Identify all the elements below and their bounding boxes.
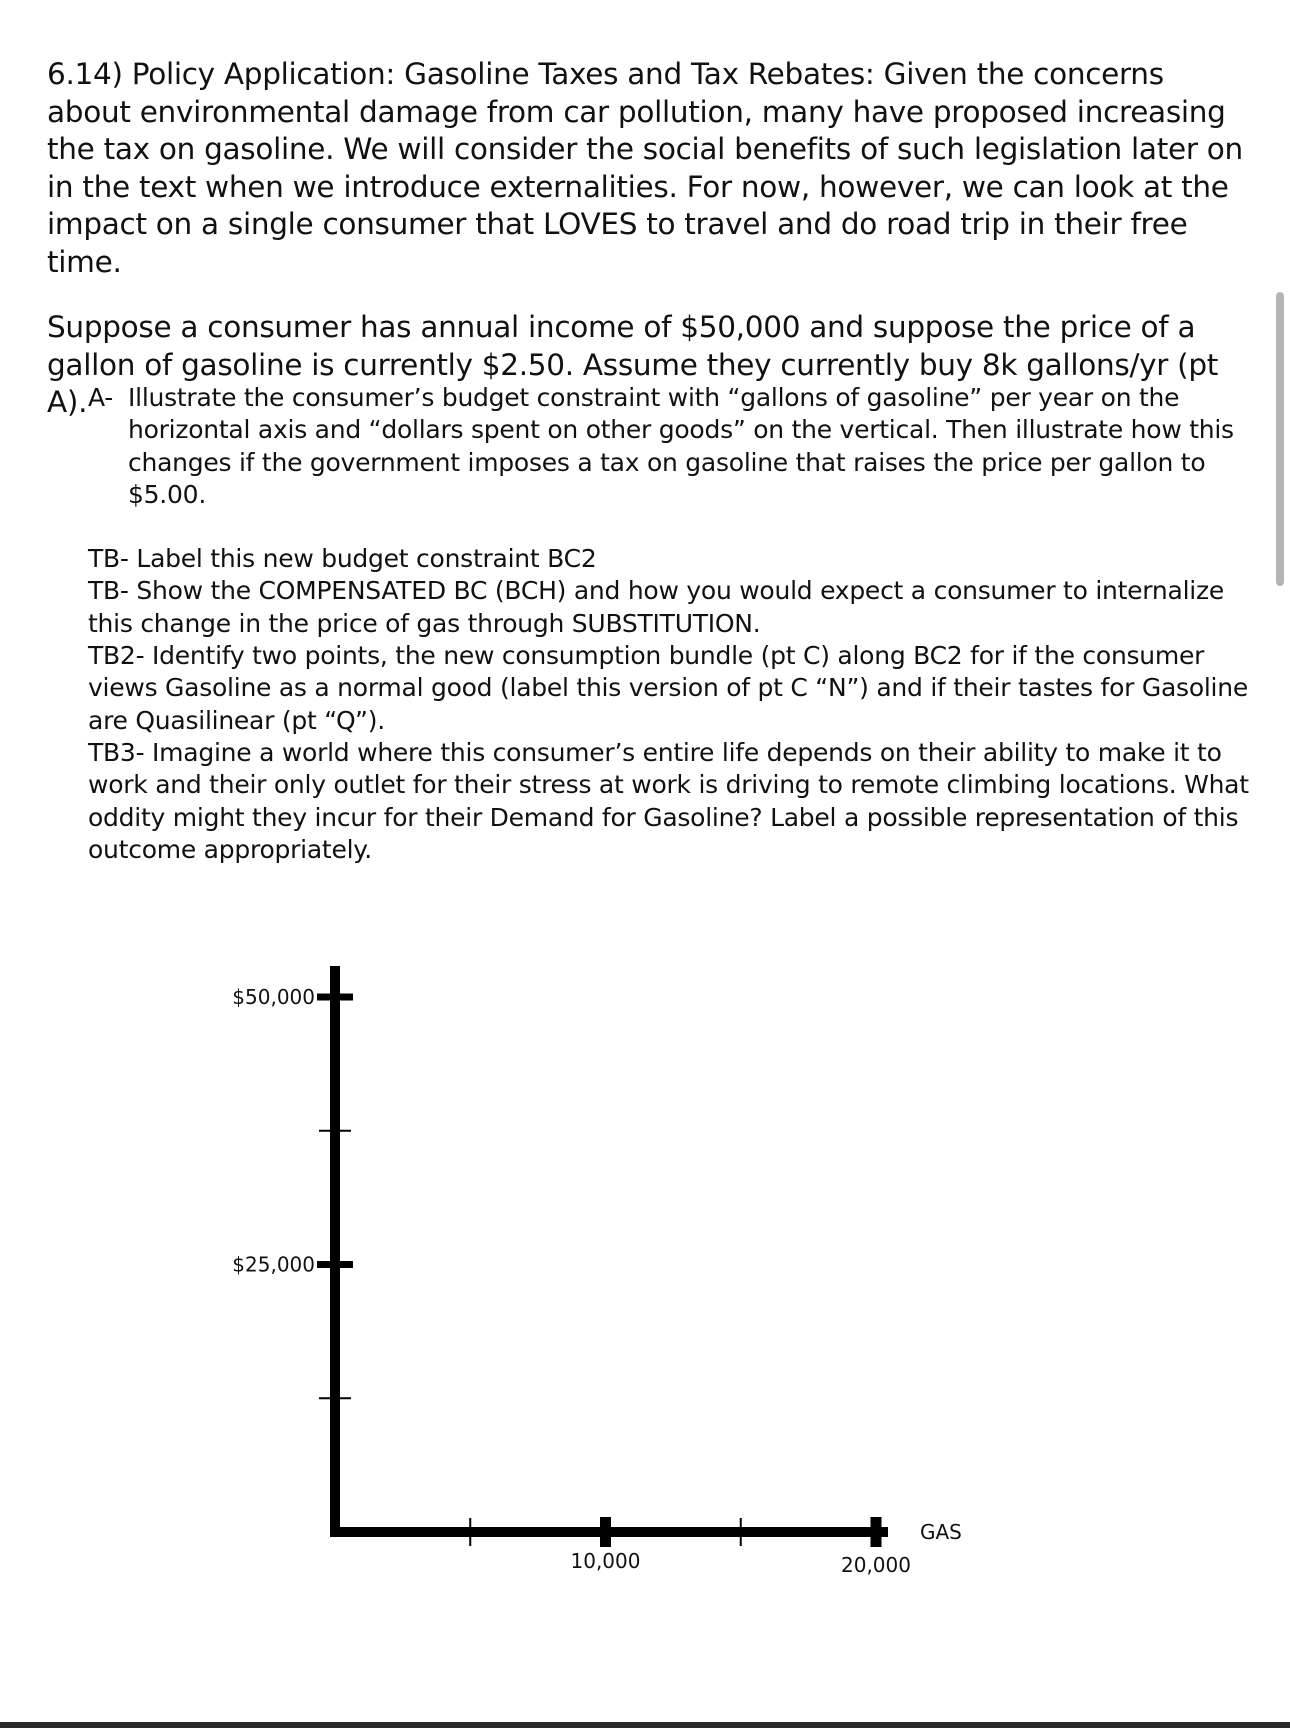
scrollbar-thumb[interactable] [1276,292,1284,586]
tb2-points: TB2- Identify two points, the new consumption bundle (pt C) along BC2 for if the consumer views Gasoline as a normal good (label this version of pt C “N”) and if their tastes for Gasoline are Quasilinear (pt “Q”). [88,641,1248,735]
y-tick-label-1: $25,000 [232,1252,315,1277]
x-axis-label: GAS [920,1520,962,1544]
part-a-marker: A- [88,383,114,412]
part-a-text: Illustrate the consumer’s budget constraint with “gallons of gasoline” per year on the horizontal axis and “dollars spent on other goods” on the vertical. Then illustrate how this changes if the government imposes a tax on gasoline that raises the price per gallon to $5.00. [128,383,1234,509]
intro-paragraph: 6.14) Policy Application: Gasoline Taxes and Tax Rebates: Given the concerns about environmental damage from car pollution, many have proposed increasing the tax on gasoline. We will consider the social benefits of such legislation later on in the text when we introduce externalities. For now, however, we can look at the impact on a single consumer that LOVES to travel and do road trip in their free time. [47,57,1243,279]
tb-label-bc2: TB- Label this new budget constraint BC2 [88,544,597,574]
budget-graph-svg [0,940,1290,1600]
y-tick-label-0: $50,000 [232,985,315,1009]
x-tick-label-0: 10,000 [570,1549,641,1573]
part-a [88,382,1258,511]
setup-paragraph: Suppose a consumer has annual income of $50,000 and suppose the price of a gallon of gasoline is currently $2.50. Assume they currently buy 8k gallons/yr (pt A). [47,310,1219,419]
tb-compensated-bc: TB- Show the COMPENSATED BC (BCH) and how you would expect a consumer to internalize this change in the price of gas through SUBSTITUTION. [88,576,1224,638]
bottom-edge-bar [0,1722,1290,1728]
budget-graph [0,940,1290,1600]
x-tick-label-1: 20,000 [841,1553,911,1577]
tb3-world: TB3- Imagine a world where this consumer’s entire life depends on their ability to make it to work and their only outlet for their stress at work is driving to remote climbing locations. What oddity might they incur for their Demand for Gasoline? Label a possible representation of this outcome appropriately. [88,737,1249,864]
question-list [88,382,1258,866]
